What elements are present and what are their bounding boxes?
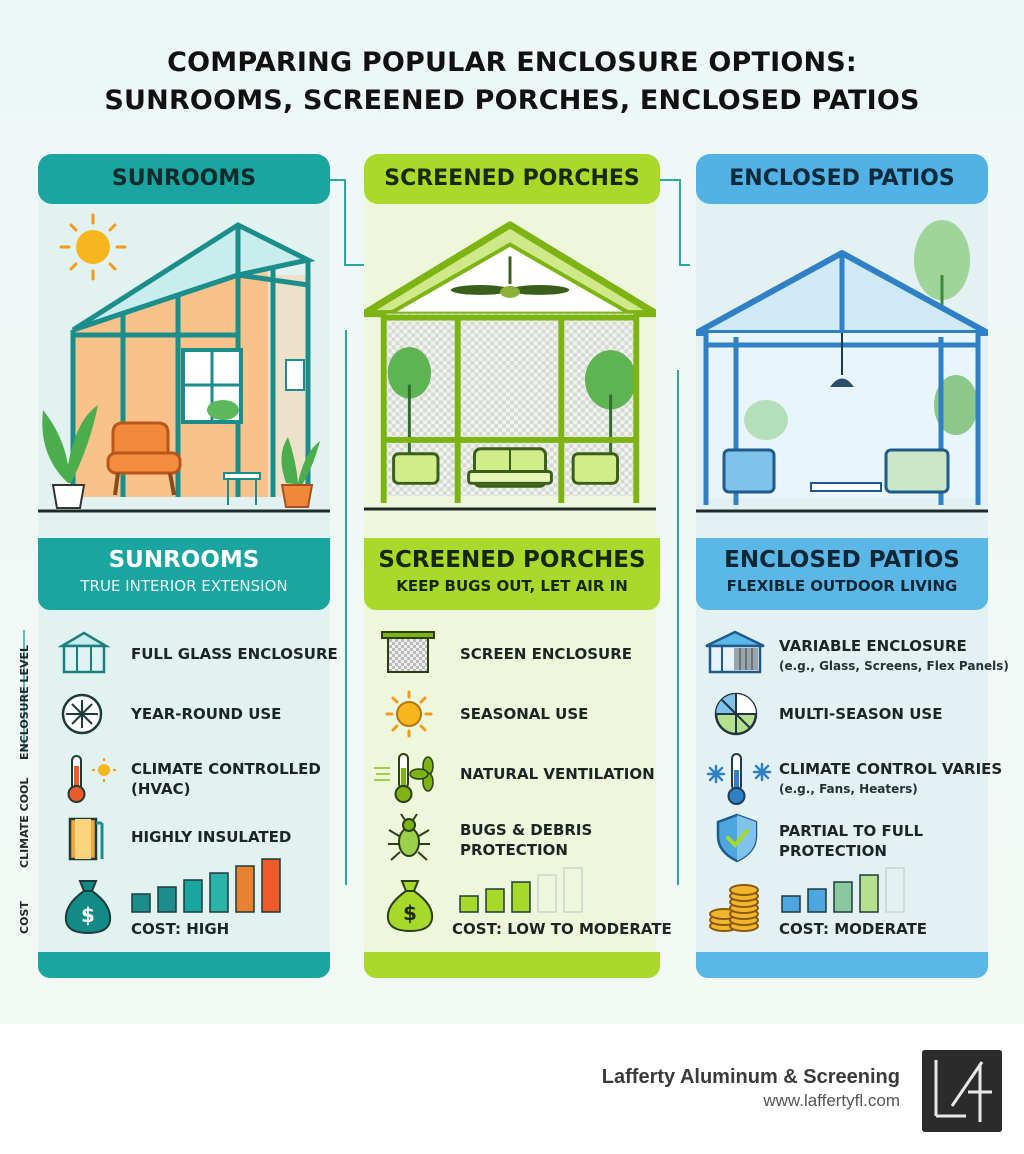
bug-icon xyxy=(385,812,433,864)
brand-url[interactable]: www.laffertyfl.com xyxy=(763,1091,900,1110)
cost-bar xyxy=(512,882,530,912)
cost-bar xyxy=(460,896,478,912)
side-label-climate-cool: CLIMATE COOL xyxy=(18,777,31,868)
sunrooms-footer xyxy=(38,952,330,978)
multi-season-icon xyxy=(712,690,760,738)
svg-text:$: $ xyxy=(81,903,95,927)
thermometer-sun-icon xyxy=(58,752,118,806)
shield-check-icon xyxy=(714,812,760,864)
screened-porches-cost-bars xyxy=(458,866,648,914)
sunrooms-feature-3-sub: (HVAC) xyxy=(131,780,191,798)
outdoor-sofa-icon xyxy=(469,449,552,486)
screened-porches-feature-4 xyxy=(460,820,592,860)
enclosed-patio-illustration xyxy=(696,205,988,515)
snowflake-sun-icon xyxy=(60,692,104,736)
thermometer-fan-icon xyxy=(372,750,442,806)
sunrooms-feature-2: YEAR-ROUND USE xyxy=(131,705,282,723)
enclosed-patios-feature-4-sub: PROTECTION xyxy=(779,842,887,860)
enclosed-patios-feature-1 xyxy=(779,636,1009,676)
cost-bar xyxy=(886,868,904,912)
enclosed-patios-footer xyxy=(696,952,988,978)
cost-bar xyxy=(860,875,878,912)
side-label-cost: COST xyxy=(18,901,31,934)
screened-porches-heading: SCREENED PORCHES xyxy=(378,547,646,573)
screened-porches-subheading: KEEP BUGS OUT, LET AIR IN xyxy=(396,577,628,595)
title-line-1: COMPARING POPULAR ENCLOSURE OPTIONS: xyxy=(167,47,857,78)
sunroom-illustration xyxy=(38,205,330,515)
sun-icon xyxy=(385,690,433,738)
tab-screened-porches: SCREENED PORCHES xyxy=(364,154,660,204)
patio-structure-icon xyxy=(704,628,766,676)
coin-stack-icon xyxy=(706,880,766,936)
screened-porches-cost-label: COST: LOW TO MODERATE xyxy=(452,920,672,938)
cost-bar xyxy=(782,896,800,912)
tab-sunrooms: SUNROOMS xyxy=(38,154,330,204)
sunrooms-feature-3-label: CLIMATE CONTROLLED xyxy=(131,760,321,778)
enclosed-patios-feature-4 xyxy=(779,821,923,861)
cost-bar xyxy=(834,882,852,912)
money-bag-icon xyxy=(60,875,116,937)
enclosed-patios-feature-3-label: CLIMATE CONTROL VARIES xyxy=(779,760,1003,778)
screen-frame-icon xyxy=(380,630,436,674)
cost-bar xyxy=(538,875,556,912)
insulation-panel-icon xyxy=(66,815,106,863)
lafferty-logo xyxy=(922,1050,1002,1132)
sunrooms-cost-bars xyxy=(130,856,320,914)
enclosed-patios-feature-1-sub: (e.g., Glass, Screens, Flex Panels) xyxy=(779,659,1009,673)
cost-bar xyxy=(184,880,202,912)
svg-text:$: $ xyxy=(403,901,417,925)
sunrooms-cost-label: COST: HIGH xyxy=(131,920,230,938)
thermometer-snowflake-icon xyxy=(704,750,774,808)
enclosed-patios-feature-2: MULTI-SEASON USE xyxy=(779,705,943,723)
side-label-enclosure-level: ENCLOSURE LEVEL xyxy=(18,645,31,760)
cost-bar xyxy=(262,859,280,912)
sunrooms-heading: SUNROOMS xyxy=(108,547,260,573)
screened-porches-feature-4-sub: PROTECTION xyxy=(460,841,568,859)
sunrooms-feature-4: HIGHLY INSULATED xyxy=(131,828,292,846)
enclosed-patios-heading-band xyxy=(696,538,988,610)
title-line-2: SUNROOMS, SCREENED PORCHES, ENCLOSED PATIOS xyxy=(104,85,920,116)
enclosed-patios-feature-1-label: VARIABLE ENCLOSURE xyxy=(779,637,967,655)
screened-porches-feature-2: SEASONAL USE xyxy=(460,705,589,723)
cost-bar xyxy=(808,889,826,912)
glass-house-icon xyxy=(58,630,110,674)
cost-bar xyxy=(236,866,254,912)
cost-bar xyxy=(564,868,582,912)
brand-name: Lafferty Aluminum & Screening xyxy=(601,1066,900,1088)
enclosed-patios-cost-bars xyxy=(780,866,970,914)
screened-porch-illustration xyxy=(364,205,656,515)
sunrooms-feature-3 xyxy=(131,759,321,799)
enclosed-patios-subheading: FLEXIBLE OUTDOOR LIVING xyxy=(726,577,958,595)
screened-porches-feature-4-label: BUGS & DEBRIS xyxy=(460,821,593,839)
enclosed-patios-feature-3 xyxy=(779,759,1002,799)
sunrooms-feature-1: FULL GLASS ENCLOSURE xyxy=(131,645,338,663)
enclosed-patios-heading: ENCLOSED PATIOS xyxy=(724,547,960,573)
cost-bar xyxy=(132,894,150,912)
sunrooms-heading-band xyxy=(38,538,330,610)
cost-bar xyxy=(158,887,176,912)
page-title xyxy=(0,44,1024,120)
tab-enclosed-patios: ENCLOSED PATIOS xyxy=(696,154,988,204)
cost-bar xyxy=(486,889,504,912)
sunrooms-subheading: TRUE INTERIOR EXTENSION xyxy=(80,577,288,595)
sun-icon xyxy=(61,215,125,279)
enclosed-patios-feature-4-label: PARTIAL TO FULL xyxy=(779,822,924,840)
screened-porches-heading-band xyxy=(364,538,660,610)
screened-porches-footer xyxy=(364,952,660,978)
money-bag-icon xyxy=(384,875,436,935)
screened-porches-feature-1: SCREEN ENCLOSURE xyxy=(460,645,632,663)
enclosed-patios-cost-label: COST: MODERATE xyxy=(779,920,928,938)
cost-bar xyxy=(210,873,228,912)
enclosed-patios-feature-3-sub: (e.g., Fans, Heaters) xyxy=(779,782,918,796)
screened-porches-feature-3: NATURAL VENTILATION xyxy=(460,765,655,783)
